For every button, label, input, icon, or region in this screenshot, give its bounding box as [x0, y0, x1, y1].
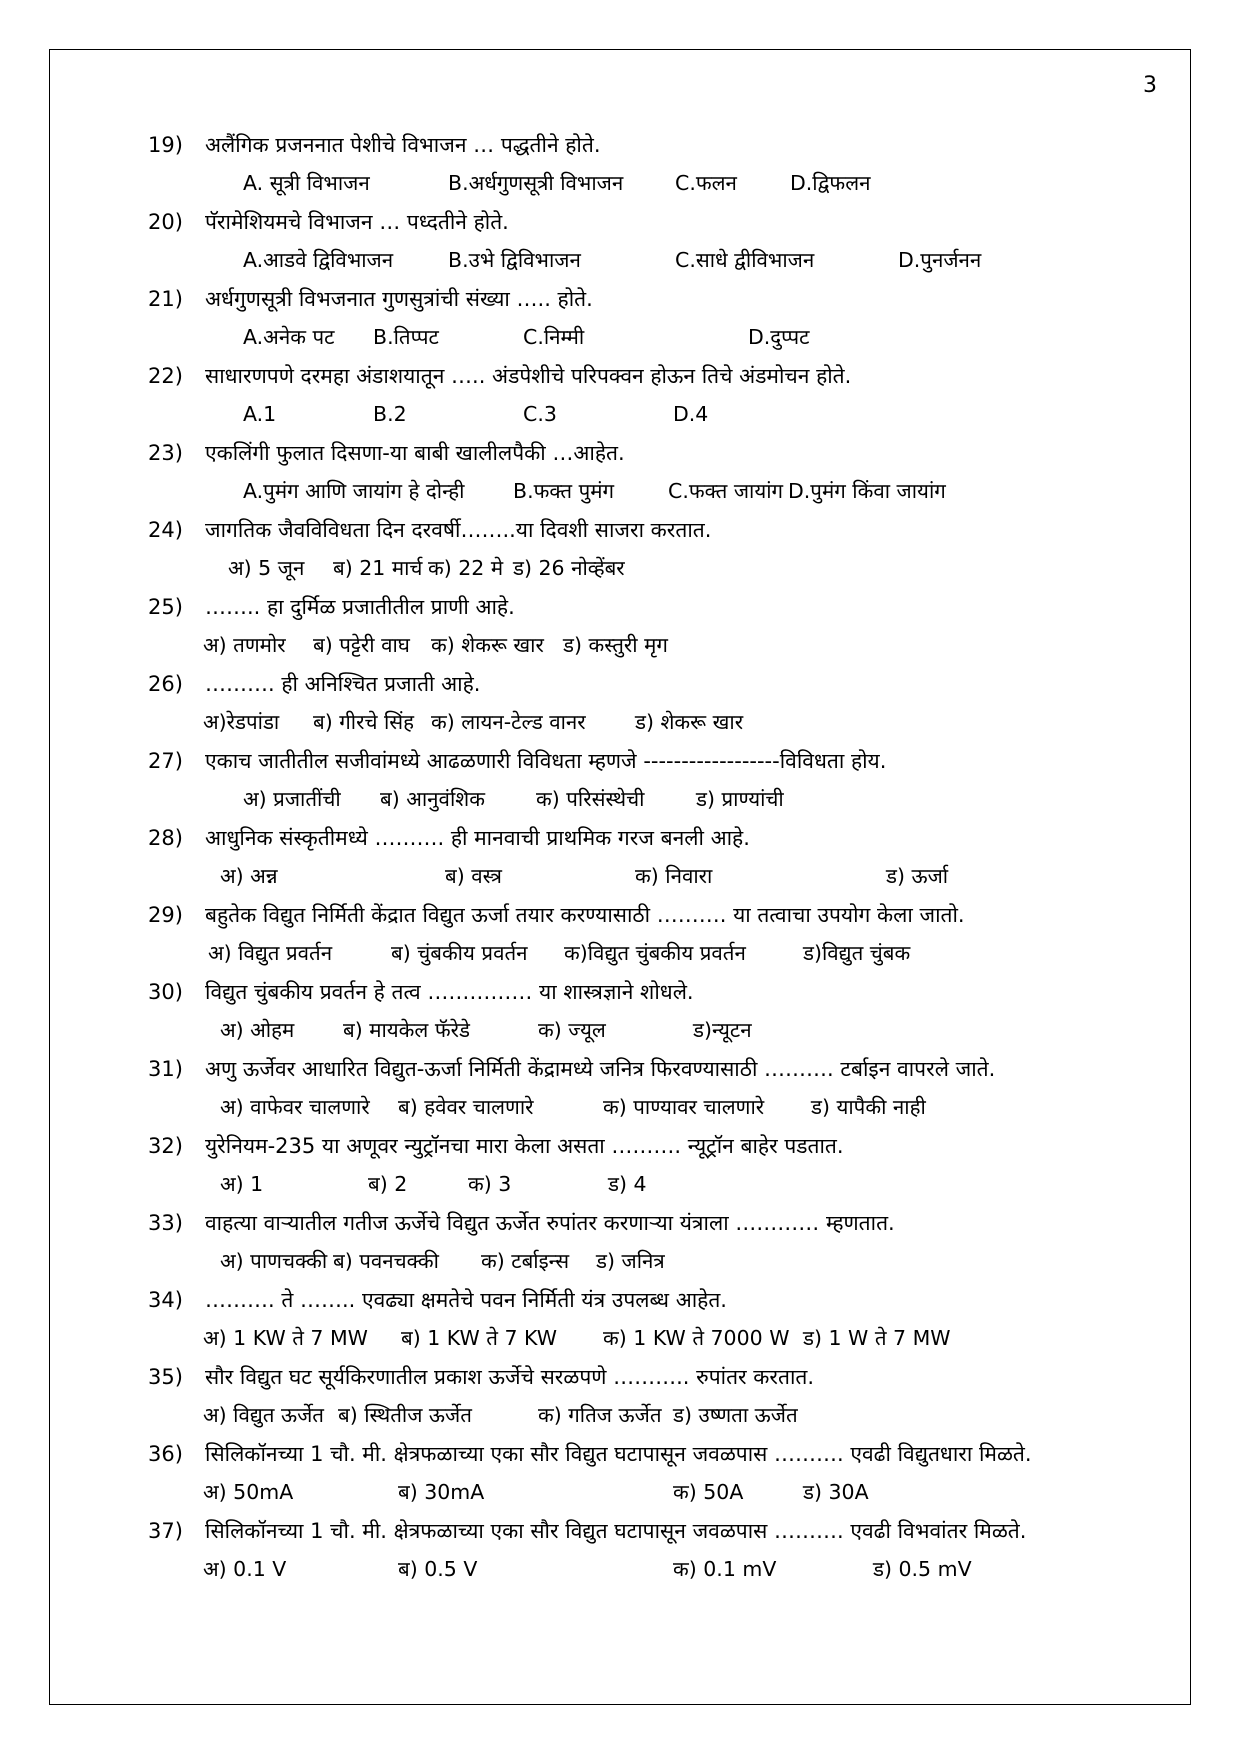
answer-option: ड)न्यूटन [693, 1018, 752, 1042]
option-row [148, 549, 1188, 587]
option-row [148, 1242, 1188, 1280]
question-number: 24) [148, 518, 183, 542]
question-number: 27) [148, 749, 183, 773]
question-text: ………. ते …….. एवढ्या क्षमतेचे पवन निर्मिती यंत्र उपलब्ध आहेत. [205, 1288, 727, 1312]
option-row [148, 241, 1188, 279]
question-item [148, 280, 1188, 357]
answer-option: अ) 0.1 V [203, 1557, 287, 1581]
answer-option: अ) 1 [220, 1172, 264, 1196]
answer-option: ब) हवेवर चालणारे [398, 1095, 534, 1119]
answer-option: अ) वाफेवर चालणारे [220, 1095, 370, 1119]
answer-option: अ) तणमोर [203, 633, 286, 657]
option-row [148, 1165, 1188, 1203]
answer-option: ड) उष्णता ऊर्जेत [673, 1403, 798, 1427]
question-number: 21) [148, 287, 183, 311]
option-row [148, 1473, 1188, 1511]
answer-option: क) शेकरू खार [431, 633, 544, 657]
answer-option: क) ज्यूल [538, 1018, 606, 1042]
question-item [148, 1358, 1188, 1435]
question-item [148, 357, 1188, 434]
answer-option: D.पुनर्जनन [898, 248, 982, 272]
answer-option: D.पुमंग किंवा जायांग [788, 479, 946, 503]
answer-option: क) परिसंस्थेची [536, 787, 645, 811]
question-list [148, 126, 1188, 1589]
answer-option: अ) पाणचक्की [220, 1249, 328, 1273]
option-row [148, 164, 1188, 202]
answer-option: अ) ओहम [220, 1018, 295, 1042]
answer-option: ब) पवनचक्की [333, 1249, 439, 1273]
question-number: 37) [148, 1519, 183, 1543]
answer-option: ड) 30A [803, 1480, 869, 1504]
question-text: …….. हा दुर्मिळ प्रजातीतील प्राणी आहे. [205, 595, 515, 619]
answer-option: A. सूत्री विभाजन [243, 171, 370, 195]
answer-option: C.साधे द्वीविभाजन [675, 248, 815, 272]
answer-option: ब) वस्त्र [445, 864, 502, 888]
answer-option: ड) 0.5 mV [873, 1557, 972, 1581]
option-row [148, 472, 1188, 510]
answer-option: क) निवारा [635, 864, 713, 888]
answer-option: अ) 50mA [203, 1480, 294, 1504]
question-item [148, 1127, 1188, 1204]
answer-option: अ) प्रजातींची [243, 787, 341, 811]
question-item [148, 588, 1188, 665]
question-number: 34) [148, 1288, 183, 1312]
answer-option: ब) 30mA [398, 1480, 485, 1504]
answer-option: A.अनेक पट [243, 325, 335, 349]
option-row [148, 1011, 1188, 1049]
answer-option: अ)रेडपांडा [203, 710, 280, 734]
answer-option: ड) 1 W ते 7 MW [803, 1326, 951, 1350]
answer-option: C.फलन [675, 171, 737, 195]
question-number: 26) [148, 672, 183, 696]
answer-option: ब) पट्टेरी वाघ [313, 633, 410, 657]
question-number: 25) [148, 595, 183, 619]
answer-option: ब) आनुवंशिक [380, 787, 485, 811]
question-number: 31) [148, 1057, 183, 1081]
question-text: विद्युत चुंबकीय प्रवर्तन हे तत्व …………… या शास्त्रज्ञाने शोधले. [205, 980, 694, 1004]
answer-option: ब) 2 [368, 1172, 408, 1196]
question-item [148, 742, 1188, 819]
question-text: एकलिंगी फुलात दिसणा-या बाबी खालीलपैकी …आहेत. [205, 441, 625, 465]
answer-option: क) लायन-टेल्ड वानर [431, 710, 586, 734]
answer-option: क) 3 [468, 1172, 512, 1196]
option-row [148, 857, 1188, 895]
question-number: 23) [148, 441, 183, 465]
answer-option: B.अर्धगुणसूत्री विभाजन [448, 171, 624, 195]
answer-option: A.पुमंग आणि जायांग हे दोन्ही [243, 479, 465, 503]
answer-option: C.निम्मी [523, 325, 585, 349]
question-number: 33) [148, 1211, 183, 1235]
question-text: अणु ऊर्जेवर आधारित विद्युत-ऊर्जा निर्मिती केंद्रामध्ये जनित्र फिरवण्यासाठी ………. टर्बाइन वापरले जाते. [205, 1057, 996, 1081]
option-row [148, 1550, 1188, 1588]
answer-option: ब) 21 मार्च [333, 556, 423, 580]
answer-option: ब) 1 KW ते 7 KW [401, 1326, 558, 1350]
option-row [148, 1319, 1188, 1357]
question-text: साधारणपणे दरमहा अंडाशयातून ….. अंडपेशीचे परिपक्वन होऊन तिचे अंडमोचन होते. [205, 364, 852, 388]
answer-option: B.फक्त पुमंग [513, 479, 615, 503]
answer-option: D.द्विफलन [790, 171, 871, 195]
question-text: सिलिकॉनच्या 1 चौ. मी. क्षेत्रफळाच्या एका सौर विद्युत घटापासून जवळपास ………. एवढी विभवांतर मिळते. [205, 1519, 1027, 1543]
answer-option: ब) स्थितीज ऊर्जेत [338, 1403, 472, 1427]
answer-option: क) 50A [673, 1480, 744, 1504]
question-item [148, 511, 1188, 588]
answer-option: ड) कस्तुरी मृग [563, 633, 668, 657]
question-item [148, 665, 1188, 742]
answer-option: A.1 [243, 402, 277, 426]
question-number: 22) [148, 364, 183, 388]
answer-option: क) 0.1 mV [673, 1557, 777, 1581]
question-item [148, 1050, 1188, 1127]
answer-option: ड) यापैकी नाही [811, 1095, 926, 1119]
answer-option: अ) अन्न [220, 864, 278, 888]
answer-option: क) 22 मे [428, 556, 504, 580]
question-text: वाहत्या वाऱ्यातील गतीज ऊर्जेचे विद्युत ऊर्जेत रुपांतर करणाऱ्या यंत्राला ………… म्हणतात. [205, 1211, 895, 1235]
answer-option: ड)विद्युत चुंबक [803, 941, 911, 965]
answer-option: ड) जनित्र [596, 1249, 665, 1273]
answer-option: ड) शेकरू खार [635, 710, 744, 734]
question-number: 28) [148, 826, 183, 850]
answer-option: ड) 26 नोव्हेंबर [513, 556, 625, 580]
answer-option: क)विद्युत चुंबकीय प्रवर्तन [564, 941, 746, 965]
question-item [148, 203, 1188, 280]
question-number: 32) [148, 1134, 183, 1158]
question-number: 30) [148, 980, 183, 1004]
question-item [148, 126, 1188, 203]
question-text: आधुनिक संस्कृतीमध्ये ………. ही मानवाची प्राथमिक गरज बनली आहे. [205, 826, 750, 850]
page-number: 3 [1143, 73, 1157, 98]
question-item [148, 819, 1188, 896]
answer-option: ब) चुंबकीय प्रवर्तन [391, 941, 528, 965]
option-row [148, 1088, 1188, 1126]
answer-option: क) पाण्यावर चालणारे [603, 1095, 765, 1119]
answer-option: अ) विद्युत ऊर्जेत [203, 1403, 324, 1427]
question-item [148, 896, 1188, 973]
question-text: अलैंगिक प्रजननात पेशीचे विभाजन … पद्धतीने होते. [205, 133, 601, 157]
question-text: एकाच जातीतील सजीवांमध्ये आढळणारी विविधता म्हणजे ------------------विविधता होय. [205, 749, 887, 773]
answer-option: अ) विद्युत प्रवर्तन [208, 941, 333, 965]
answer-option: C.3 [523, 402, 557, 426]
answer-option: D.दुप्पट [748, 325, 810, 349]
option-row [148, 934, 1188, 972]
answer-option: B.उभे द्विविभाजन [448, 248, 581, 272]
option-row [148, 780, 1188, 818]
question-text: ………. ही अनिश्चित प्रजाती आहे. [205, 672, 481, 696]
question-number: 35) [148, 1365, 183, 1389]
option-row [148, 318, 1188, 356]
question-item [148, 973, 1188, 1050]
question-item [148, 1512, 1188, 1589]
question-number: 29) [148, 903, 183, 927]
question-text: जागतिक जैवविविधता दिन दरवर्षी……..या दिवशी साजरा करतात. [205, 518, 712, 542]
answer-option: B.2 [373, 402, 407, 426]
answer-option: क) 1 KW ते 7000 W [603, 1326, 790, 1350]
question-item [148, 1204, 1188, 1281]
answer-option: ब) 0.5 V [398, 1557, 478, 1581]
answer-option: D.4 [673, 402, 709, 426]
question-text: बहुतेक विद्युत निर्मिती केंद्रात विद्युत ऊर्जा तयार करण्यासाठी ………. या तत्वाचा उपयोग केला जातो. [205, 903, 965, 927]
answer-option: क) गतिज ऊर्जेत [538, 1403, 662, 1427]
answer-option: अ) 1 KW ते 7 MW [203, 1326, 368, 1350]
question-text: सौर विद्युत घट सूर्यकिरणातील प्रकाश ऊर्जेचे सरळपणे ……….. रुपांतर करतात. [205, 1365, 815, 1389]
answer-option: ब) मायकेल फॅरेडे [343, 1018, 470, 1042]
question-number: 20) [148, 210, 183, 234]
answer-option: अ) 5 जून [228, 556, 305, 580]
option-row [148, 1396, 1188, 1434]
answer-option: ड) ऊर्जा [886, 864, 949, 888]
answer-option: ड) 4 [608, 1172, 647, 1196]
question-text: सिलिकॉनच्या 1 चौ. मी. क्षेत्रफळाच्या एका सौर विद्युत घटापासून जवळपास ………. एवढी विद्युतधारा मिळते. [205, 1442, 1032, 1466]
question-item [148, 1435, 1188, 1512]
option-row [148, 703, 1188, 741]
answer-option: B.तिप्पट [373, 325, 439, 349]
question-number: 36) [148, 1442, 183, 1466]
question-item [148, 1281, 1188, 1358]
option-row [148, 395, 1188, 433]
question-item [148, 434, 1188, 511]
option-row [148, 626, 1188, 664]
question-text: पॅरामेशियमचे विभाजन … पध्दतीने होते. [205, 210, 509, 234]
answer-option: C.फक्त जायांग [668, 479, 784, 503]
question-text: अर्धगुणसूत्री विभजनात गुणसुत्रांची संख्या ….. होते. [205, 287, 593, 311]
answer-option: ब) गीरचे सिंह [313, 710, 415, 734]
question-text: युरेनियम-235 या अणूवर न्युट्रॉनचा मारा केला असता ………. न्यूट्रॉन बाहेर पडतात. [205, 1134, 844, 1158]
answer-option: क) टर्बाइन्स [481, 1249, 570, 1273]
answer-option: ड) प्राण्यांची [696, 787, 784, 811]
answer-option: A.आडवे द्विविभाजन [243, 248, 394, 272]
question-number: 19) [148, 133, 183, 157]
